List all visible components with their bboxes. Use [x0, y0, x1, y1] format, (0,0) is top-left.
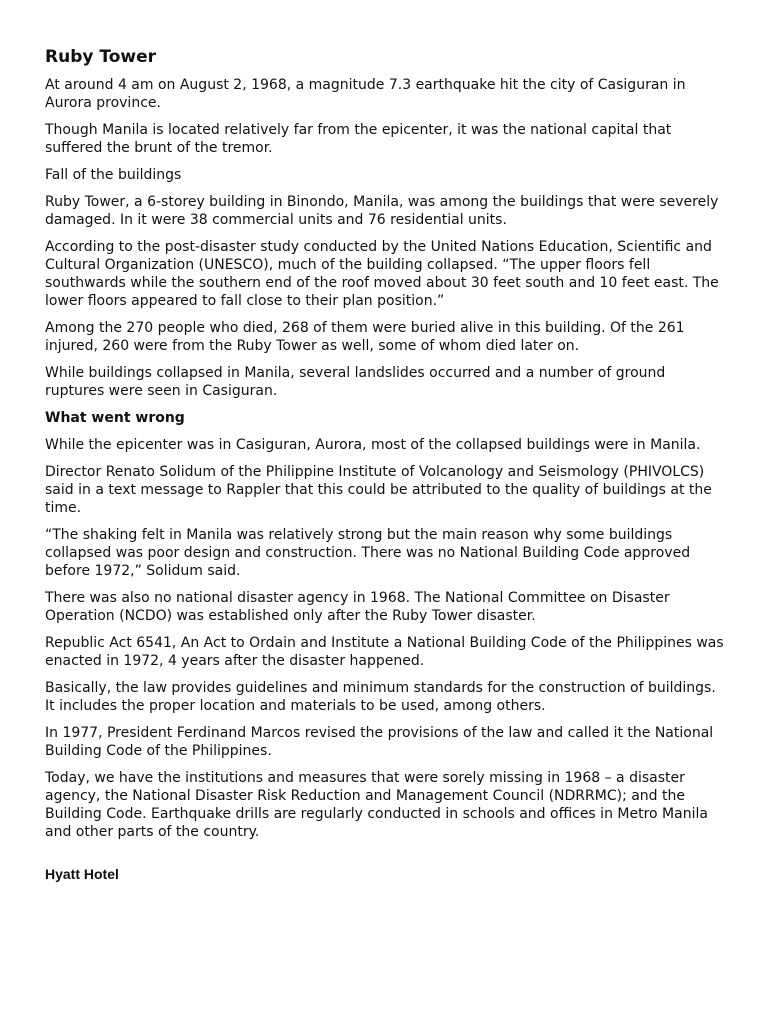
section-heading: What went wrong	[45, 410, 185, 426]
document-page	[45, 46, 725, 883]
subheading-text: Fall of the buildings	[45, 167, 182, 183]
paragraph: According to the post-disaster study conducted by the United Nations Education, Scientific and Cultural Organization (UNESCO), much of the building collapsed. “The upper floors fell southwards while the southern end of the roof moved about 30 feet south and 10 feet east. The lower floors appeared to fall close to their plan position.”	[45, 239, 719, 309]
next-section-heading: Hyatt Hotel	[45, 866, 119, 882]
paragraph: Among the 270 people who died, 268 of them were buried alive in this building. Of the 261 injured, 260 were from the Ruby Tower as well, some of whom died later on.	[45, 320, 685, 354]
paragraph: Ruby Tower, a 6-storey building in Binondo, Manila, was among the buildings that were severely damaged. In it were 38 commercial units and 76 residential units.	[45, 194, 719, 228]
paragraph: Though Manila is located relatively far from the epicenter, it was the national capital that suffered the brunt of the tremor.	[45, 122, 672, 156]
paragraph: While buildings collapsed in Manila, several landslides occurred and a number of ground ruptures were seen in Casiguran.	[45, 365, 666, 399]
paragraph: There was also no national disaster agency in 1968. The National Committee on Disaster Operation (NCDO) was established only after the Ruby Tower disaster.	[45, 590, 670, 624]
paragraph: Republic Act 6541, An Act to Ordain and Institute a National Building Code of the Philippines was enacted in 1972, 4 years after the disaster happened.	[45, 635, 724, 669]
paragraph: While the epicenter was in Casiguran, Aurora, most of the collapsed buildings were in Manila.	[45, 437, 701, 453]
quote-paragraph: “The shaking felt in Manila was relatively strong but the main reason why some buildings collapsed was poor design and construction. There was no National Building Code approved before 1972,” Solidum said.	[45, 527, 691, 579]
paragraph: Today, we have the institutions and measures that were sorely missing in 1968 – a disaster agency, the National Disaster Risk Reduction and Management Council (NDRRMC); and the Building Code. Earthquake drills are regularly conducted in schools and offices in Metro Manila and other parts of the country.	[45, 770, 708, 840]
paragraph: Director Renato Solidum of the Philippine Institute of Volcanology and Seismology (PHIVOLCS) said in a text message to Rappler that this could be attributed to the quality of buildings at the time.	[45, 464, 712, 516]
paragraph: At around 4 am on August 2, 1968, a magnitude 7.3 earthquake hit the city of Casiguran in Aurora province.	[45, 77, 686, 111]
paragraph: Basically, the law provides guidelines and minimum standards for the construction of buildings. It includes the proper location and materials to be used, among others.	[45, 680, 716, 714]
document-title: Ruby Tower	[45, 47, 156, 67]
paragraph: In 1977, President Ferdinand Marcos revised the provisions of the law and called it the National Building Code of the Philippines.	[45, 725, 714, 759]
